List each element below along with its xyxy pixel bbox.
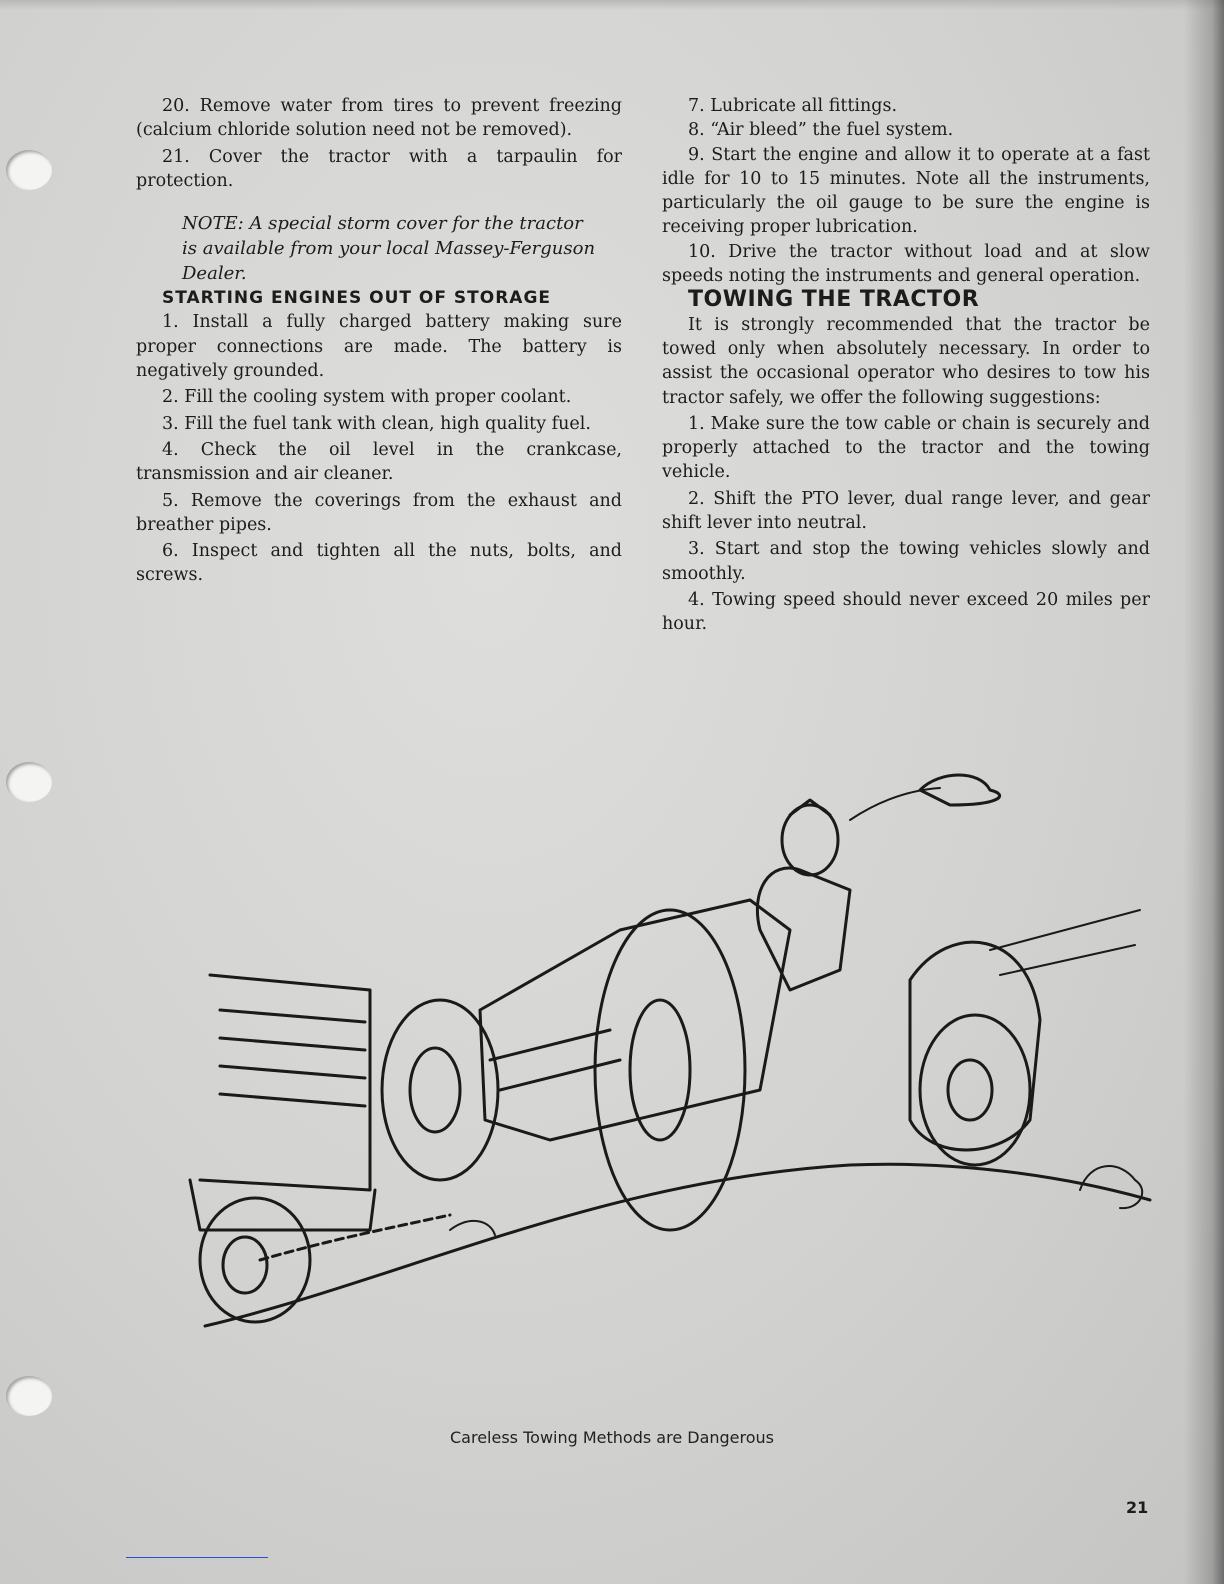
start-step-1: 1. Install a fully charged battery making sure proper connections are made. The battery is negatively grounded. xyxy=(136,312,622,382)
start-step-8: 8. “Air bleed” the fuel system. xyxy=(688,120,954,141)
binder-hole-bottom xyxy=(6,1376,52,1416)
right-column xyxy=(662,94,1150,637)
start-step-4: 4. Check the oil level in the crankcase, transmission and air cleaner. xyxy=(136,439,622,485)
storage-step-20: 20. Remove water from tires to prevent freezing (calcium chloride solution need not be removed). xyxy=(136,96,622,141)
page-number: 21 xyxy=(1126,1498,1149,1517)
towing-step-3: 3. Start and stop the towing vehicles slowly and smoothly. xyxy=(662,539,1150,584)
wagon-body xyxy=(200,975,370,1190)
start-step-6: 6. Inspect and tighten all the nuts, bolts, and screws. xyxy=(136,541,622,586)
illustration-caption: Careless Towing Methods are Dangerous xyxy=(450,1428,774,1447)
link-underline xyxy=(126,1557,268,1558)
careless-towing-illustration xyxy=(150,760,1170,1340)
towing-intro: It is strongly recommended that the tractor be towed only when absolutely necessary. In order to assist the occasional operator who desires to tow his tractor safely, we offer the following suggestions: xyxy=(662,314,1150,408)
towing-step-4: 4. Towing speed should never exceed 20 miles per hour. xyxy=(662,589,1150,635)
dust-cloud xyxy=(1080,1166,1142,1208)
page-top-shadow xyxy=(0,0,1224,10)
towing-heading: TOWING THE TRACTOR xyxy=(688,287,980,313)
starting-engines-heading: STARTING ENGINES OUT OF STORAGE xyxy=(162,288,552,309)
left-column xyxy=(136,94,622,588)
flying-hat xyxy=(920,775,1000,805)
towing-step-2: 2. Shift the PTO lever, dual range lever, and gear shift lever into neutral. xyxy=(662,488,1150,534)
start-step-9: 9. Start the engine and allow it to operate at a fast idle for 10 to 15 minutes. Note all the instruments, particularly the oil gauge to be sure the engine is receiving proper lubrication. xyxy=(662,144,1150,238)
binder-hole-top xyxy=(6,150,52,190)
start-step-7: 7. Lubricate all fittings. xyxy=(688,96,898,116)
wagon-wheel xyxy=(200,1198,310,1322)
storm-cover-note: NOTE: A special storm cover for the tractor is available from your local Massey-Ferguson Dealer. xyxy=(182,213,596,285)
towing-step-1: 1. Make sure the tow cable or chain is securely and properly attached to the tractor and the towing vehicle. xyxy=(662,413,1150,483)
start-step-5: 5. Remove the coverings from the exhaust and breather pipes. xyxy=(136,490,622,535)
tractor-driver xyxy=(757,868,850,990)
binder-hole-middle xyxy=(6,762,52,802)
start-step-2: 2. Fill the cooling system with proper coolant. xyxy=(162,387,572,408)
start-step-10: 10. Drive the tractor without load and at slow speeds noting the instruments and general operation. xyxy=(662,241,1150,287)
tractor-rear-wheel xyxy=(595,910,745,1230)
storage-step-21: 21. Cover the tractor with a tarpaulin for protection. xyxy=(136,146,622,191)
page-right-shadow xyxy=(1184,0,1224,1584)
tow-chain xyxy=(260,1215,450,1260)
start-step-3: 3. Fill the fuel tank with clean, high quality fuel. xyxy=(162,413,591,434)
